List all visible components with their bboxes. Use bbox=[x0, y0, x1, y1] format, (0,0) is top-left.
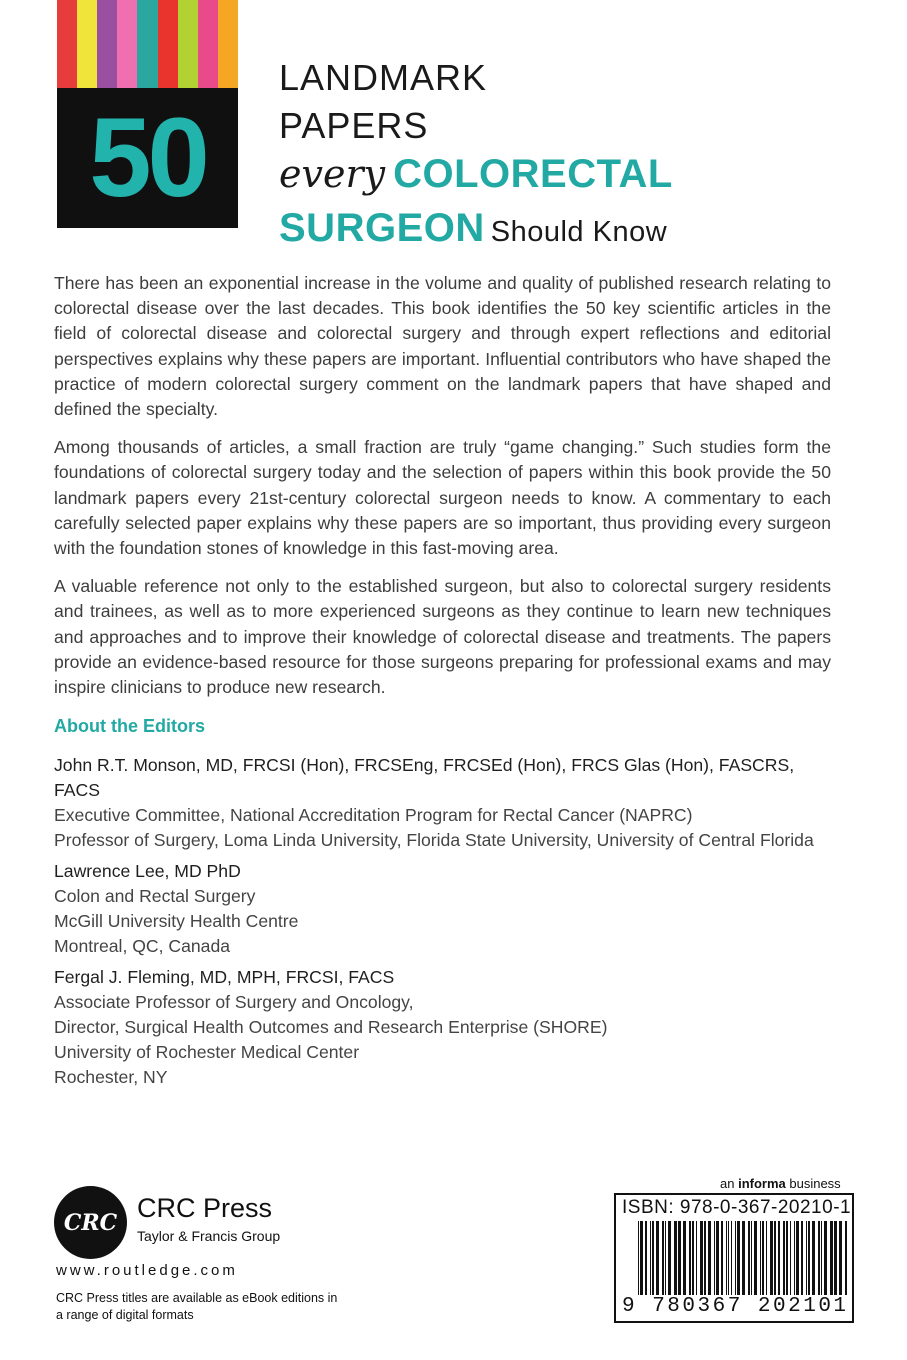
barcode-bar bbox=[735, 1221, 736, 1295]
editor-name: John R.T. Monson, MD, FRCSI (Hon), FRCSEng, FRCSEd (Hon), FRCS Glas (Hon), FASCRS, FACS bbox=[54, 755, 795, 800]
barcode-bar bbox=[790, 1221, 791, 1295]
title-should-know: Should Know bbox=[490, 216, 668, 248]
title-line-landmark: LANDMARK bbox=[279, 57, 488, 98]
barcode-bar bbox=[770, 1221, 773, 1295]
barcode-bar bbox=[808, 1221, 810, 1295]
color-stripe bbox=[57, 0, 77, 88]
barcode-bar bbox=[708, 1221, 711, 1295]
barcode-bar bbox=[640, 1221, 643, 1295]
title-surgeon: SURGEON bbox=[279, 206, 485, 250]
color-stripe bbox=[117, 0, 137, 88]
barcode-bar bbox=[638, 1221, 639, 1295]
title-line-papers: PAPERS bbox=[279, 105, 429, 146]
barcode-bar bbox=[704, 1221, 706, 1295]
barcode-bar bbox=[748, 1221, 750, 1295]
barcode-bar bbox=[731, 1221, 732, 1295]
cover-number: 50 bbox=[89, 95, 206, 220]
color-stripes bbox=[57, 0, 238, 88]
editor-affiliation: Director, Surgical Health Outcomes and Research Enterprise (SHORE) bbox=[54, 1017, 608, 1037]
color-stripe bbox=[218, 0, 238, 88]
editor-affiliation: Executive Committee, National Accreditation Program for Rectal Cancer (NAPRC) bbox=[54, 805, 693, 825]
publisher-name: CRC Press bbox=[137, 1193, 273, 1223]
title-line-every-colorectal bbox=[279, 150, 899, 204]
color-stripe bbox=[77, 0, 97, 88]
barcode-bar bbox=[786, 1221, 788, 1295]
barcode-bar bbox=[834, 1221, 837, 1295]
number-box bbox=[57, 88, 238, 228]
editor-lee bbox=[54, 859, 834, 959]
barcode-bar bbox=[645, 1221, 647, 1295]
color-stripe bbox=[137, 0, 157, 88]
title-every: every bbox=[279, 152, 386, 196]
barcode-bar bbox=[656, 1221, 659, 1295]
editor-name: Fergal J. Fleming, MD, MPH, FRCSI, FACS bbox=[54, 967, 395, 987]
ebook-note: CRC Press titles are available as eBook editions in a range of digital formats bbox=[56, 1291, 338, 1322]
barcode-bar bbox=[721, 1221, 723, 1295]
barcode-bar bbox=[650, 1221, 651, 1295]
informa-prefix: an bbox=[720, 1176, 739, 1191]
title-colorectal: COLORECTAL bbox=[393, 152, 673, 196]
barcode-bar bbox=[742, 1221, 745, 1295]
barcode-bar bbox=[652, 1221, 654, 1295]
color-stripe bbox=[198, 0, 218, 88]
barcode-bar bbox=[806, 1221, 807, 1295]
editor-name: Lawrence Lee, MD PhD bbox=[54, 861, 241, 881]
barcode-bar bbox=[839, 1221, 842, 1295]
color-stripe bbox=[158, 0, 178, 88]
barcode-bar bbox=[678, 1221, 681, 1295]
about-editors-heading: About the Editors bbox=[54, 716, 205, 736]
barcode-bar bbox=[830, 1221, 833, 1295]
cover-logo-block bbox=[57, 0, 238, 228]
editor-affiliation: Professor of Surgery, Loma Linda University, Florida State University, University of Central Florida bbox=[54, 830, 814, 850]
barcode-bar bbox=[818, 1221, 820, 1295]
color-stripe bbox=[178, 0, 198, 88]
barcode-bar bbox=[796, 1221, 799, 1295]
description-paragraph-1: There has been an exponential increase in the volume and quality of published research relating to colorectal disease over the last decades. This book identifies the 50 key scientific articles in the field of colorectal disease and colorectal surgery and through expert reflections and editorial perspectives explains why these papers are important. Influential contributors who have shaped the practice of modern colorectal surgery comment on the landmark papers that have shaped and defined the specialty. bbox=[54, 273, 831, 420]
editors-list bbox=[54, 753, 834, 1096]
barcode-bar bbox=[662, 1221, 664, 1295]
informa-suffix: business bbox=[785, 1176, 841, 1191]
barcode-bar bbox=[665, 1221, 666, 1295]
editor-monson bbox=[54, 753, 834, 853]
editor-affiliation: Montreal, QC, Canada bbox=[54, 936, 231, 956]
barcode-bar bbox=[683, 1221, 686, 1295]
barcode-bar bbox=[668, 1221, 671, 1295]
barcode-bar bbox=[726, 1221, 727, 1295]
barcode-bar bbox=[751, 1221, 752, 1295]
barcode-bar bbox=[774, 1221, 776, 1295]
barcode-bar bbox=[692, 1221, 694, 1295]
barcode-bar bbox=[794, 1221, 795, 1295]
barcode-digits: 9 780367 202101 bbox=[622, 1295, 849, 1318]
barcode-bar bbox=[714, 1221, 715, 1295]
barcode-bar bbox=[766, 1221, 767, 1295]
isbn-barcode bbox=[614, 1193, 854, 1323]
barcode-bar bbox=[760, 1221, 761, 1295]
crc-logo-icon: CRC bbox=[54, 1186, 127, 1259]
title-line-surgeon bbox=[279, 204, 899, 256]
barcode-bar bbox=[824, 1221, 827, 1295]
isbn-label: ISBN: 978-0-367-20210-1 bbox=[622, 1197, 852, 1218]
barcode-bar bbox=[696, 1221, 697, 1295]
barcode-bars-icon bbox=[638, 1221, 848, 1295]
description-paragraph-3: A valuable reference not only to the established surgeon, but also to colorectal surgery residents and trainees, as well as to more experienced surgeons as they continue to learn new techniques and approaches and to improve their knowledge of colorectal disease and treatments. The papers provide an evidence-based resource for those surgeons preparing for professional exams and may inspire clinicians to produce new research. bbox=[54, 576, 831, 698]
informa-business-note bbox=[720, 1176, 841, 1191]
barcode-bar bbox=[812, 1221, 815, 1295]
barcode-bar bbox=[821, 1221, 822, 1295]
barcode-bar bbox=[845, 1221, 847, 1295]
editor-affiliation: Associate Professor of Surgery and Oncology, bbox=[54, 992, 414, 1012]
editor-affiliation: McGill University Health Centre bbox=[54, 911, 299, 931]
barcode-bar bbox=[783, 1221, 785, 1295]
editor-affiliation: University of Rochester Medical Center bbox=[54, 1042, 360, 1062]
editor-affiliation: Rochester, NY bbox=[54, 1067, 168, 1087]
book-title bbox=[279, 54, 899, 256]
publisher-website[interactable]: www.routledge.com bbox=[56, 1262, 238, 1279]
description-paragraph-2: Among thousands of articles, a small fraction are truly “game changing.” Such studies form the foundations of colorectal surgery today and the selection of papers within this book provide the 50 landmark papers every 21st-century colorectal surgeon needs to know. A commentary to each carefully selected paper explains why these papers are so important, thus providing every surgeon with the foundation stones of knowledge in this fast-moving area. bbox=[54, 437, 831, 559]
barcode-bar bbox=[689, 1221, 691, 1295]
editor-affiliation: Colon and Rectal Surgery bbox=[54, 886, 256, 906]
barcode-bar bbox=[716, 1221, 719, 1295]
publisher-group: Taylor & Francis Group bbox=[137, 1228, 281, 1244]
color-stripe bbox=[97, 0, 117, 88]
barcode-bar bbox=[762, 1221, 764, 1295]
informa-bold: informa bbox=[738, 1176, 786, 1191]
book-description bbox=[54, 271, 831, 713]
barcode-bar bbox=[754, 1221, 757, 1295]
barcode-bar bbox=[801, 1221, 803, 1295]
barcode-bar bbox=[728, 1221, 729, 1295]
barcode-bar bbox=[700, 1221, 703, 1295]
barcode-bar bbox=[778, 1221, 780, 1295]
editor-fleming bbox=[54, 965, 834, 1090]
barcode-bar bbox=[674, 1221, 677, 1295]
barcode-bar bbox=[737, 1221, 740, 1295]
